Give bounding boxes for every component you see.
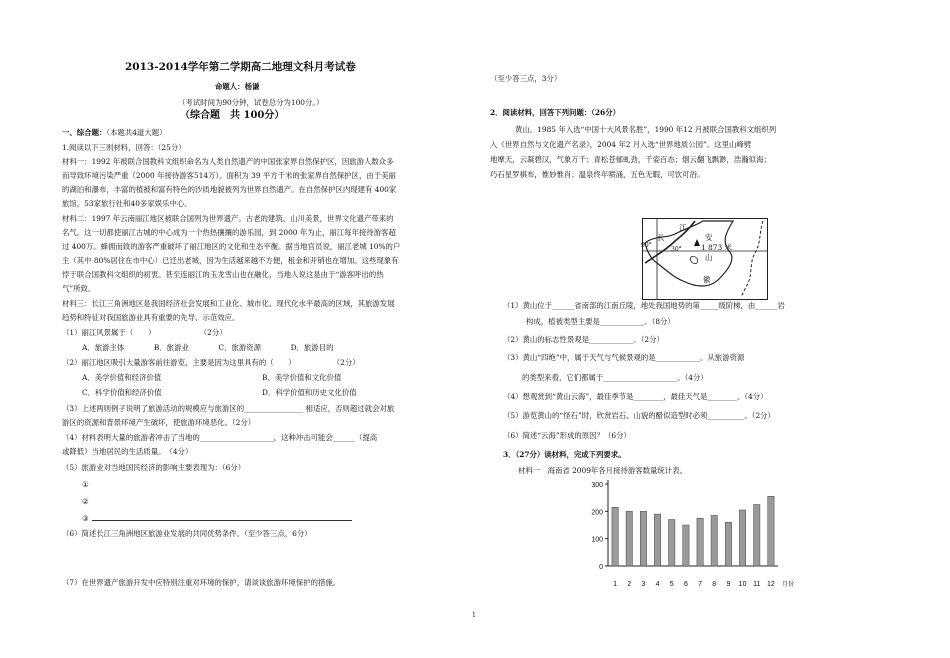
q1-intro: 1.阅读以下三则材料，回答：（25分） <box>62 143 186 152</box>
bar <box>626 511 632 566</box>
x-tick-label: 6 <box>683 581 688 588</box>
q2-3-line1: （3）黄山“四绝”中，属于天气与气候景观的是____________。从旅游资源 <box>503 353 745 362</box>
lake-icon <box>690 256 697 263</box>
chart-svg <box>588 476 818 588</box>
x-tick-label: 10 <box>738 581 747 588</box>
q1-3-line1: （3）上述两则例子说明了旅游活动的规模应与旅游区的________________ 相适应，否则超过就会对旅 <box>62 404 395 413</box>
map-label-huangshan: 山 <box>705 253 713 262</box>
q1-5-circle-3: ③ <box>82 514 89 523</box>
q1-4-line2: 或降低）当地居民的生活质量。 （4分） <box>62 447 193 456</box>
x-tick-label: 11 <box>753 581 761 588</box>
material2-line2: 名气。这一切都使丽江古城的中心成为一个热热攘攘的游乐园，到 2000 年为止，丽江每年接待游客超 <box>62 228 396 237</box>
q3-material1: 材料一 海南省 2009年各月接待游客数量统计表。 <box>518 466 687 475</box>
q2-1-line2: 构成，植被类型主要是____________。（8分） <box>526 317 675 326</box>
q1-5-circle-2: ② <box>82 497 89 506</box>
material2-line5: 悖于联合国教科文组织的初衷。甚至连丽江的玉龙雪山也在融化，当地人说这是由于“游客呼出的热 <box>62 270 384 279</box>
exam-info: （考试时间为90分钟，试卷总分为100分。） <box>178 98 324 107</box>
x-axis-label: 月份 <box>782 582 795 588</box>
part1-heading-line <box>62 128 167 138</box>
map-label-hui: 徽 <box>703 275 711 284</box>
y-tick-label: 0 <box>599 564 603 571</box>
bar <box>739 510 745 566</box>
q1-2-option-a: A．美学价值和经济价值 <box>82 373 162 382</box>
q1-2-option-b: B．美学价值和文化价值 <box>262 373 342 382</box>
q2-para-line1: 黄山，1985 年入选“中国十大风景名胜”，1990 年12 月被联合国教科文组织列 <box>515 125 777 134</box>
q1-7-note: （至少答三点，3分） <box>490 74 562 83</box>
part1-heading: 一、综合题： <box>62 128 107 137</box>
x-tick-label: 1 <box>613 581 618 588</box>
material2-line6: 气”所致。 <box>62 284 96 293</box>
bar <box>768 496 774 566</box>
bar <box>697 518 703 566</box>
q1-7: （7）在世界遗产旅游开发中应特别注重对环境的保护，请谈谈旅游环境保护的措施。 <box>62 578 341 587</box>
q2-heading: 2．阅读材料，回答下列问题：（26分） <box>490 108 620 117</box>
y-tick-label: 300 <box>591 482 603 489</box>
material2-line1: 材料二：1997 年云南丽江地区被联合国列为世界遗产。古老的建筑、山川美景，世界文化遗产带来的 <box>62 214 394 223</box>
bar <box>725 522 731 566</box>
material3-line1: 材料三：长江三角洲地区是我国经济社会发展和工业化、城市化、现代化水平最高的区域，其旅游发展 <box>62 299 395 308</box>
q1-1: （1）丽江风景属于（ ） （2分） <box>62 328 227 337</box>
q1-2-option-c: C．科学价值和经济价值 <box>82 388 162 397</box>
q2-5: （5）游览黄山的“怪石”时，欣赏岩石、山貌的醋似造型时必须__________。（2分） <box>503 411 775 420</box>
q3-heading: 3．（27分）读材料，完成下列要求。 <box>503 450 626 459</box>
yangtze-river <box>645 221 695 263</box>
q1-3-line2: 游区的资源和背景环境产生破坏，使旅游环境恶化。（2分） <box>62 418 256 427</box>
map-label-elev: 1 873 米 <box>701 243 732 252</box>
bar <box>683 525 689 566</box>
q2-3-line2: 的类型来看，它们都属于____________________。（4分） <box>522 373 708 382</box>
map-label-longitude: 90° <box>641 242 652 249</box>
q1-6: （6）简述长江三角洲地区旅游业发展的共同优势条件。（至少答三点，6分） <box>62 529 312 538</box>
tourist-bar-chart <box>588 476 818 588</box>
boundary-east <box>741 221 763 297</box>
q1-2-option-d: D．科学价值和历史文化价值 <box>262 388 357 397</box>
map-label-chang: 长 <box>657 233 665 242</box>
material1-line3: 的湖泊和瀑布，丰富的植被和富有特色的沙质地貌被列为世界自然遗产。在自然保护区内现建有 400家 <box>62 185 397 194</box>
material2-line3: 过 400万。蜂拥而致的游客严重破坏了丽江地区的文化和生态平衡。据当地官员说，丽江老城 10%的户 <box>62 242 401 251</box>
q2-4: （4）想观赏到“黄山云海”，最佳季节是________，最佳天气是________。（4分） <box>503 392 768 401</box>
q2-1-line1: （1）黄山位于______省南部的江南丘陵，地处我国地势的第_____级阶梯，由______岩 <box>503 301 785 310</box>
material3-line2: 趋势和特征对我国旅游业具有重要的先导、示范效应。 <box>62 313 240 322</box>
q2-para-line4: 巧石星罗棋布，惟妙惟肖；温泉终年喷涌，五色无暇，可饮可浴。 <box>490 170 705 179</box>
x-tick-label: 2 <box>627 581 632 588</box>
q1-1-options: A．旅游主体 B．旅游业 C．旅游资源 D．旅游目的 <box>82 343 334 352</box>
y-tick-label: 100 <box>591 536 603 544</box>
x-tick-label: 4 <box>655 581 660 588</box>
material1-line1: 材料一：1992 年被联合国教科文组织命名为人类自然遗产的中国张家界自然保护区，因旅游人数众多 <box>62 157 394 166</box>
bar <box>669 520 675 566</box>
y-tick-label: 200 <box>591 509 603 517</box>
x-tick-label: 7 <box>698 581 703 588</box>
bar <box>654 514 660 566</box>
x-tick-label: 5 <box>669 581 674 588</box>
q2-6: （6）简述“云海”形成的原因？（6分） <box>503 431 631 440</box>
q2-2: （2）黄山的标志性景观是____________。（2分） <box>503 335 664 344</box>
bar <box>640 511 646 566</box>
exam-author: 命题人：杨谦 <box>215 82 260 91</box>
x-tick-label: 12 <box>767 581 775 588</box>
page-number: 1 <box>472 612 476 619</box>
q2-para-line2: 入《世界自然与文化遗产名录》，2004 年2 月入选“世界地质公园”。这里山峰劈 <box>490 140 752 149</box>
bar <box>754 505 760 567</box>
material2-line4: 主（其中 80%居住在市中心）已迁出老城，因为生活越来越不方便，租金和开销也在增加。这些现象有 <box>62 256 399 265</box>
q1-5: （5）旅游业对当地国民经济的影响主要表现为：（6分） <box>62 463 246 472</box>
x-tick-label: 3 <box>641 581 646 588</box>
part1-note: （本题共4道大题） <box>106 128 167 137</box>
map-label-latitude: 30° <box>671 246 682 253</box>
bar <box>612 507 618 566</box>
section-heading: （综合题 共 100分） <box>180 110 285 121</box>
q1-2: （2）丽江地区吸引大量游客前往游览，主要是因为这里具有的（ ） （2分） <box>62 358 360 367</box>
bar <box>711 515 717 566</box>
q1-4-line1: （4）材料表明大量的旅游者冲击了当地的____________________，这种冲击可能会______（提高 <box>62 433 378 442</box>
x-tick-label: 9 <box>726 581 731 588</box>
exam-title: 2013-2014学年第二学期高二地理文科月考试卷 <box>125 61 356 73</box>
material1-line2: 而导致环境污染严重（2000 年接待游客514万）。面积为 39 平方千米的张家界自然保护区，由于美丽 <box>62 171 396 180</box>
mountain-icon <box>694 239 700 246</box>
answer-line <box>92 520 352 521</box>
material1-line4: 旅馆，53家旅行社和40多家娱乐中心。 <box>62 199 192 208</box>
x-tick-label: 8 <box>712 581 717 588</box>
q2-para-line3: 地摩天，云凝碧汉，气象万千；青松苍郁虬劲，千姿百态；烟云翻飞飘渺，浩瀚似海； <box>490 155 771 164</box>
map-label-jiang: 江 <box>679 223 687 232</box>
huangshan-map <box>642 218 768 300</box>
q1-5-circle-1: ① <box>82 480 89 489</box>
map-label-an: 安 <box>705 233 713 242</box>
